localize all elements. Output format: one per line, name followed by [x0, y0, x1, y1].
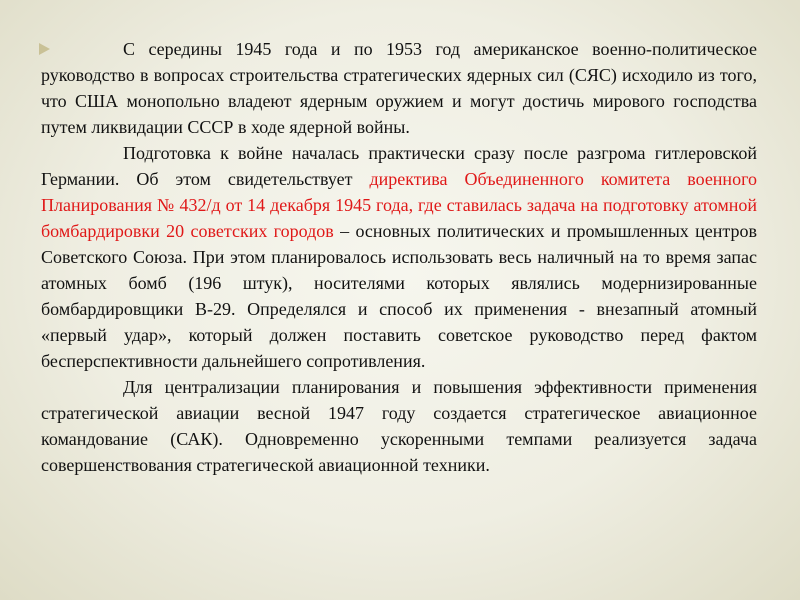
paragraph-2-text-end: – основных политических и промышленных центров Советского Союза. При этом планировалось использовать весь наличный на то время запас атомных бомб (196 штук), носителями которых являлись модернизированные бомбардировщики B-29. Определялся и способ их применения - внезапный атомный «первый удар», который должен поставить советское руководство перед фактом бесперспективности дальнейшего сопротивления.: [41, 221, 758, 371]
paragraph-1: [41, 36, 757, 140]
slide-body: [41, 36, 757, 478]
directive-highlight: директива Объединенного комитета военного Планирования № 432/д от 14 декабря 1945 года, где ставилась задача на подготовку атомной бомбардировки 20 советских городов: [41, 169, 758, 241]
paragraph-3: [41, 374, 757, 478]
paragraph-2: [41, 140, 757, 374]
paragraph-1-text: С середины 1945 года и по 1953 год американское военно-политическое руководство в вопросах строительства стратегических ядерных сил (СЯС) исходило из того, что США монопольно владеют ядерным оружием и могут достичь мирового господства путем ликвидации СССР в ходе ядерной войны.: [41, 39, 757, 137]
paragraph-3-text: Для централизации планирования и повышения эффективности применения стратегической авиации весной 1947 году создается стратегическое авиационное командование (САК). Одновременно ускоренными темпами реализуется задача совершенствования стратегической авиационной техники.: [41, 377, 757, 475]
paragraph-2-text-start: Подготовка к войне началась практически сразу после разгрома гитлеровской Германии. Об этом свидетельствует: [41, 143, 757, 189]
